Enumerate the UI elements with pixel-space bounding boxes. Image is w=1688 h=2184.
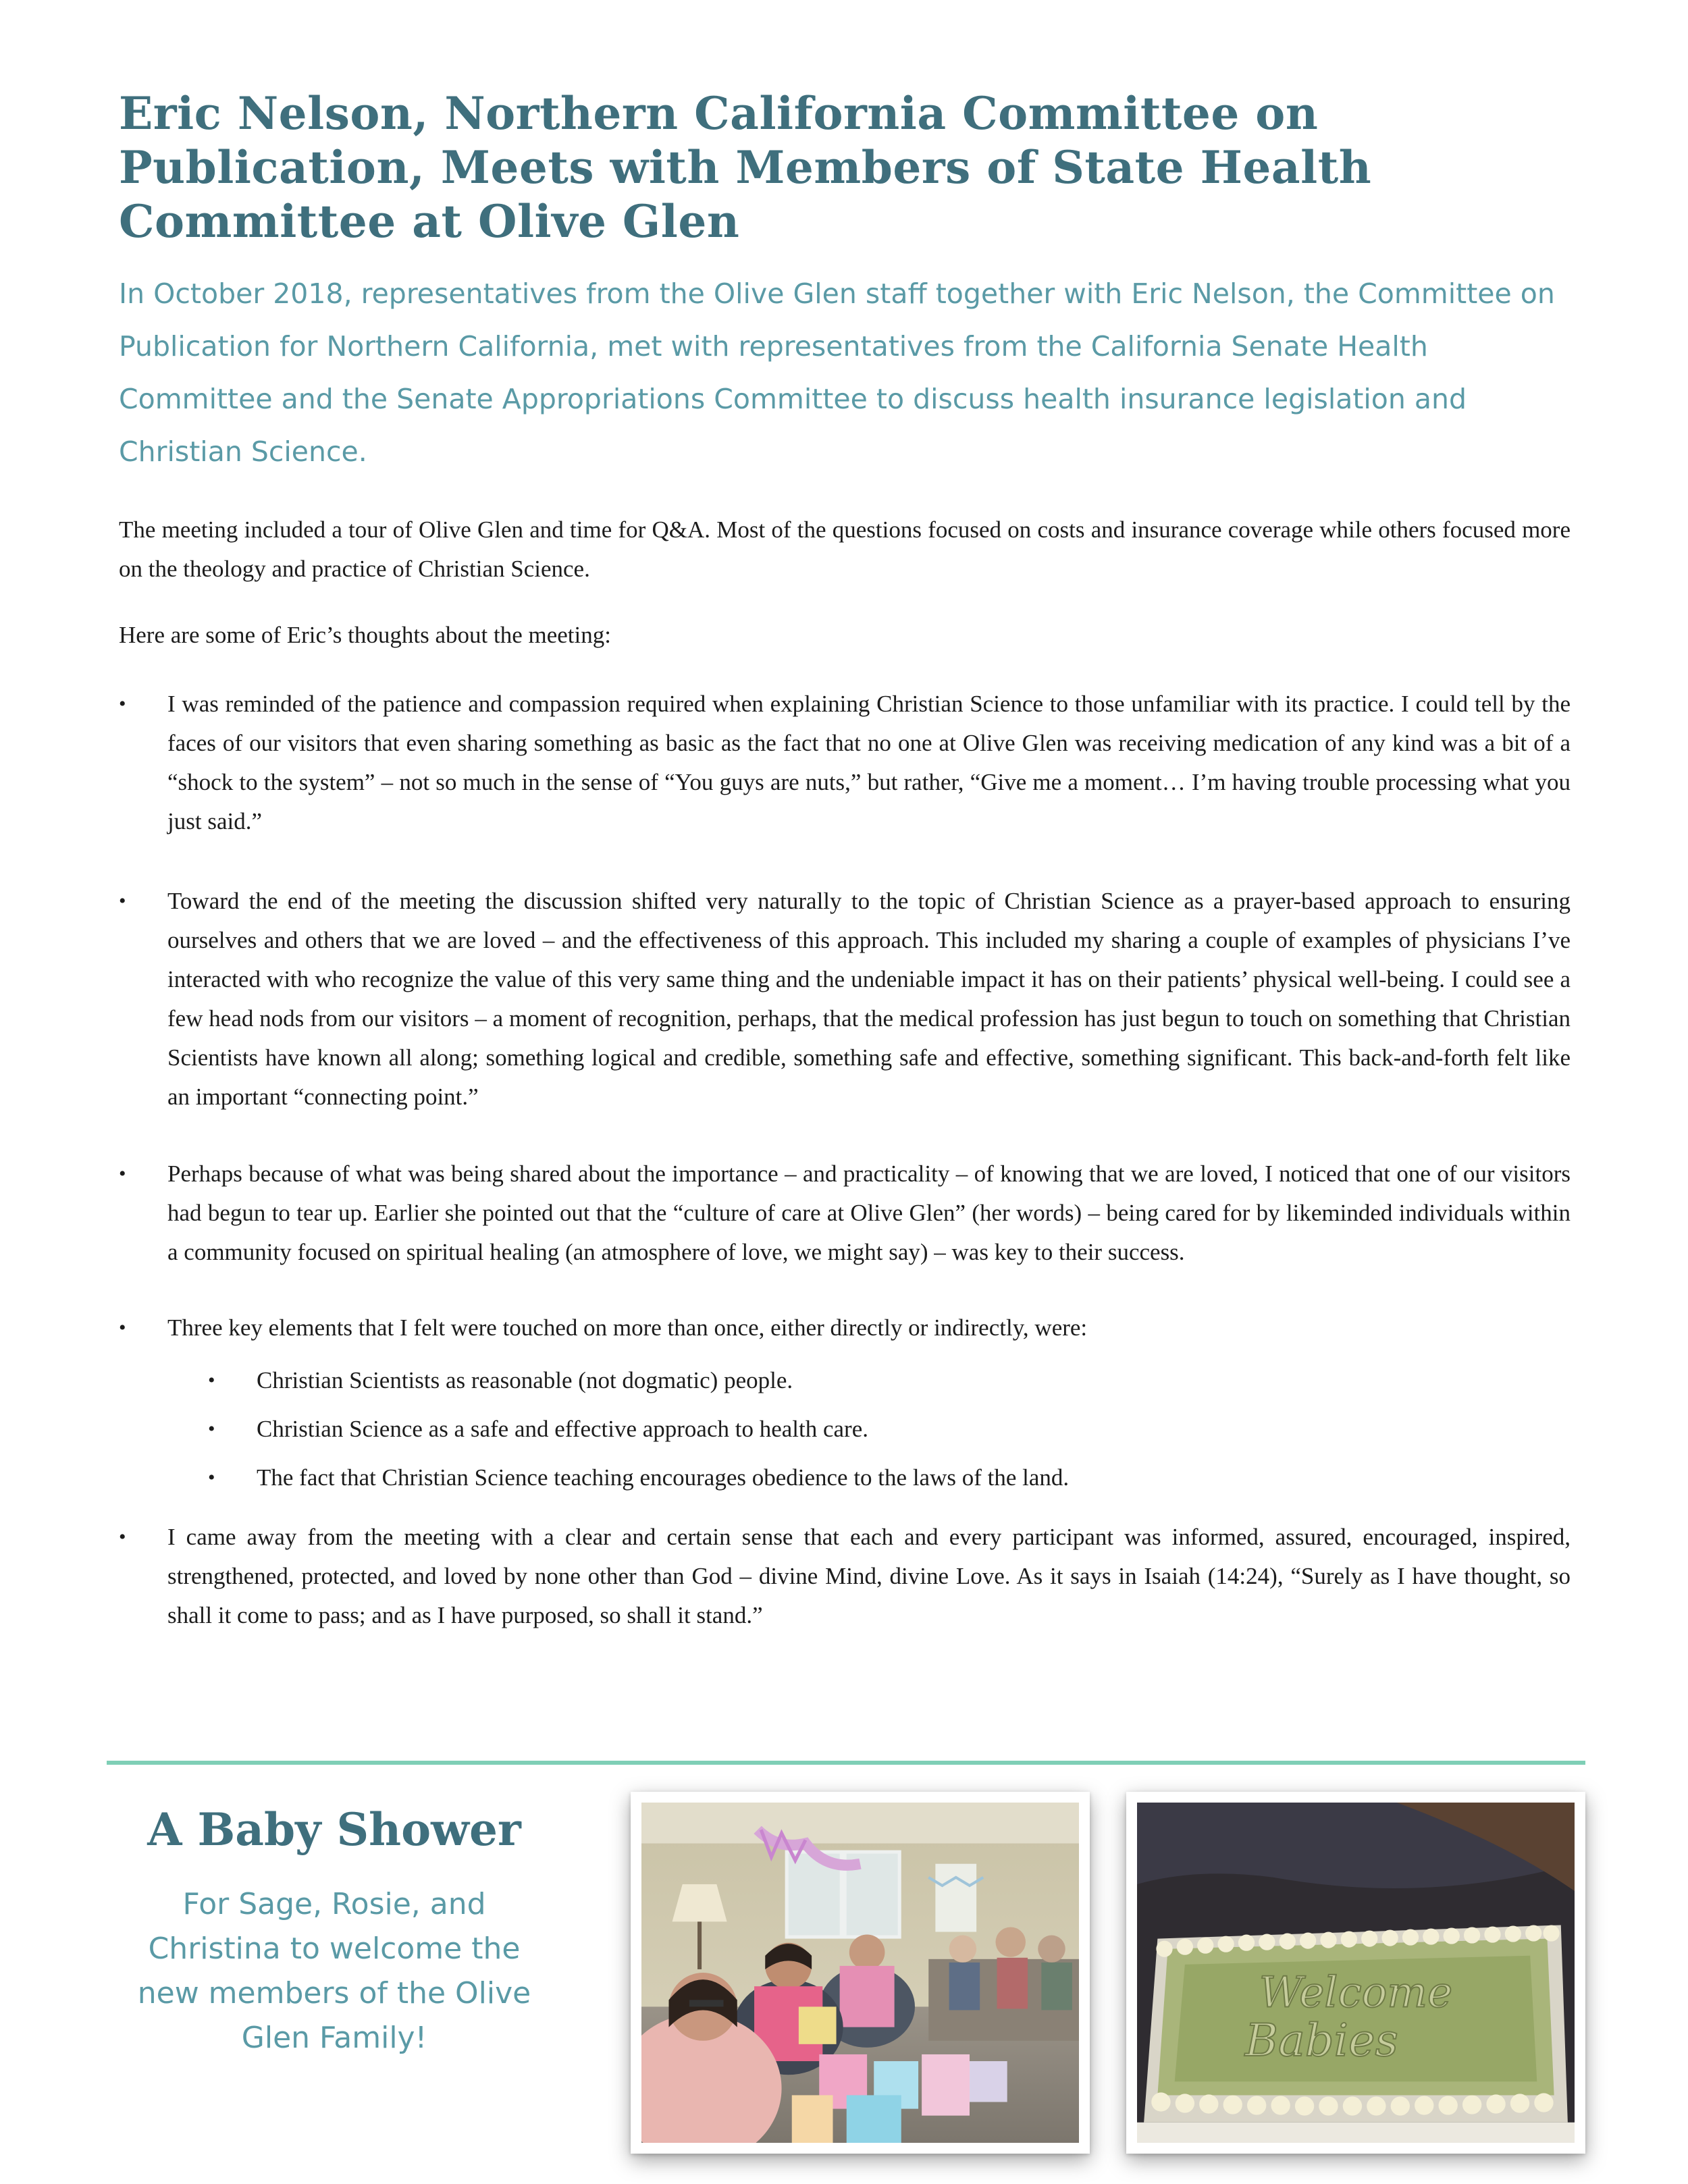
bullet-icon: •: [119, 1316, 126, 1339]
baby-shower-party-photo: [631, 1792, 1090, 2154]
list-item: [119, 882, 1571, 1117]
bullet-text: Toward the end of the meeting the discussion shifted very naturally to the topic of Christian Science as a prayer-based approach to ensuring ourselves and others that we are loved – and the effectiveness of this approach. This included my sharing a couple of examples of physicians I’ve interacted with who recognize the value of this very same thing and the undeniable impact it has on their patients’ physical well-being. I could see a few head nods from our visitors – a moment of recognition, perhaps, that the medical profession has just begun to touch on something that Christian Scientists have known all along; something logical and credible, something safe and effective, something significant. This back-and-forth felt like an important “connecting point.”: [167, 888, 1571, 1110]
list-item: [119, 1154, 1571, 1272]
bullet-text: I came away from the meeting with a clear and certain sense that each and every participant was informed, assured, encouraged, inspired, strengthened, protected, and loved by none other than God – divine Mind, divine Love. As it says in Isaiah (14:24), “Surely as I have thought, so shall it come to pass; and as I have purposed, so shall it stand.”: [167, 1524, 1571, 1628]
section-divider: [107, 1761, 1585, 1765]
key-elements-list: [167, 1361, 1571, 1497]
article-lede: In October 2018, representatives from the Olive Glen staff together with Eric Nelson, the Committee on Publication for Northern California, met with representatives from the California Senate Health Committee and the Senate Appropriations Committee to discuss health insurance legislation and Christian Science.: [119, 277, 1555, 468]
list-item: [119, 685, 1571, 841]
bullet-text: I was reminded of the patience and compassion required when explaining Christian Science to those unfamiliar with its practice. I could tell by the faces of our visitors that even sharing something as basic as the fact that no one at Olive Glen was receiving medication of any kind was a bit of a “shock to the system” – not so much in the sense of “You guys are nuts,” but rather, “Give me a moment… I’m having trouble processing what you just said.”: [167, 691, 1571, 834]
bullet-icon: •: [208, 1369, 215, 1391]
welcome-babies-cake-photo: [1126, 1792, 1585, 2154]
bullet-icon: •: [119, 1526, 126, 1548]
article-paragraph-1: The meeting included a tour of Olive Glen and time for Q&A. Most of the questions focused on costs and insurance coverage while others focused more on the theology and practice of Christian Science.: [119, 516, 1571, 582]
sub-list-item: [208, 1458, 1571, 1497]
baby-shower-title: A Baby Shower: [147, 1803, 521, 1856]
bullet-icon: •: [119, 693, 126, 715]
cake-text-babies: Babies: [1244, 2014, 1398, 2067]
article-headline: Eric Nelson, Northern California Committee on Publication, Meets with Members of State Health Committee at Olive Glen: [119, 87, 1372, 248]
sub-list-item: [208, 1410, 1571, 1449]
list-item: [119, 1518, 1571, 1635]
bullet-icon: •: [119, 1163, 126, 1185]
bullet-text: Perhaps because of what was being shared about the importance – and practicality – of knowing that we are loved, I noticed that one of our visitors had begun to tear up. Earlier she pointed out that the “culture of care at Olive Glen” (her words) – being cared for by likeminded individuals within a community focused on spiritual healing (an atmosphere of love, we might say) – was key to their success.: [167, 1161, 1571, 1265]
thoughts-list: [119, 685, 1571, 1635]
sub-list-item: [208, 1361, 1571, 1400]
sub-bullet-text: Christian Scientists as reasonable (not dogmatic) people.: [257, 1367, 793, 1393]
cake-text-welcome: Welcome: [1259, 1967, 1453, 2017]
sub-bullet-text: The fact that Christian Science teaching encourages obedience to the laws of the land.: [257, 1464, 1070, 1491]
bullet-text: Three key elements that I felt were touched on more than once, either directly or indirectly, were:: [167, 1314, 1088, 1341]
article-paragraph-2: Here are some of Eric’s thoughts about the meeting:: [119, 622, 611, 648]
baby-shower-text: For Sage, Rosie, and Christina to welcome the new members of the Olive Glen Family!: [137, 1887, 531, 2055]
bullet-icon: •: [208, 1466, 215, 1489]
cake-photo-image: [1137, 1803, 1575, 2143]
party-photo-image: [641, 1803, 1079, 2143]
sub-bullet-text: Christian Science as a safe and effective approach to health care.: [257, 1416, 869, 1442]
list-item: [119, 1308, 1571, 1348]
sub-list-container: [119, 1361, 1571, 1497]
bullet-icon: •: [208, 1418, 215, 1440]
bullet-icon: •: [119, 890, 126, 912]
